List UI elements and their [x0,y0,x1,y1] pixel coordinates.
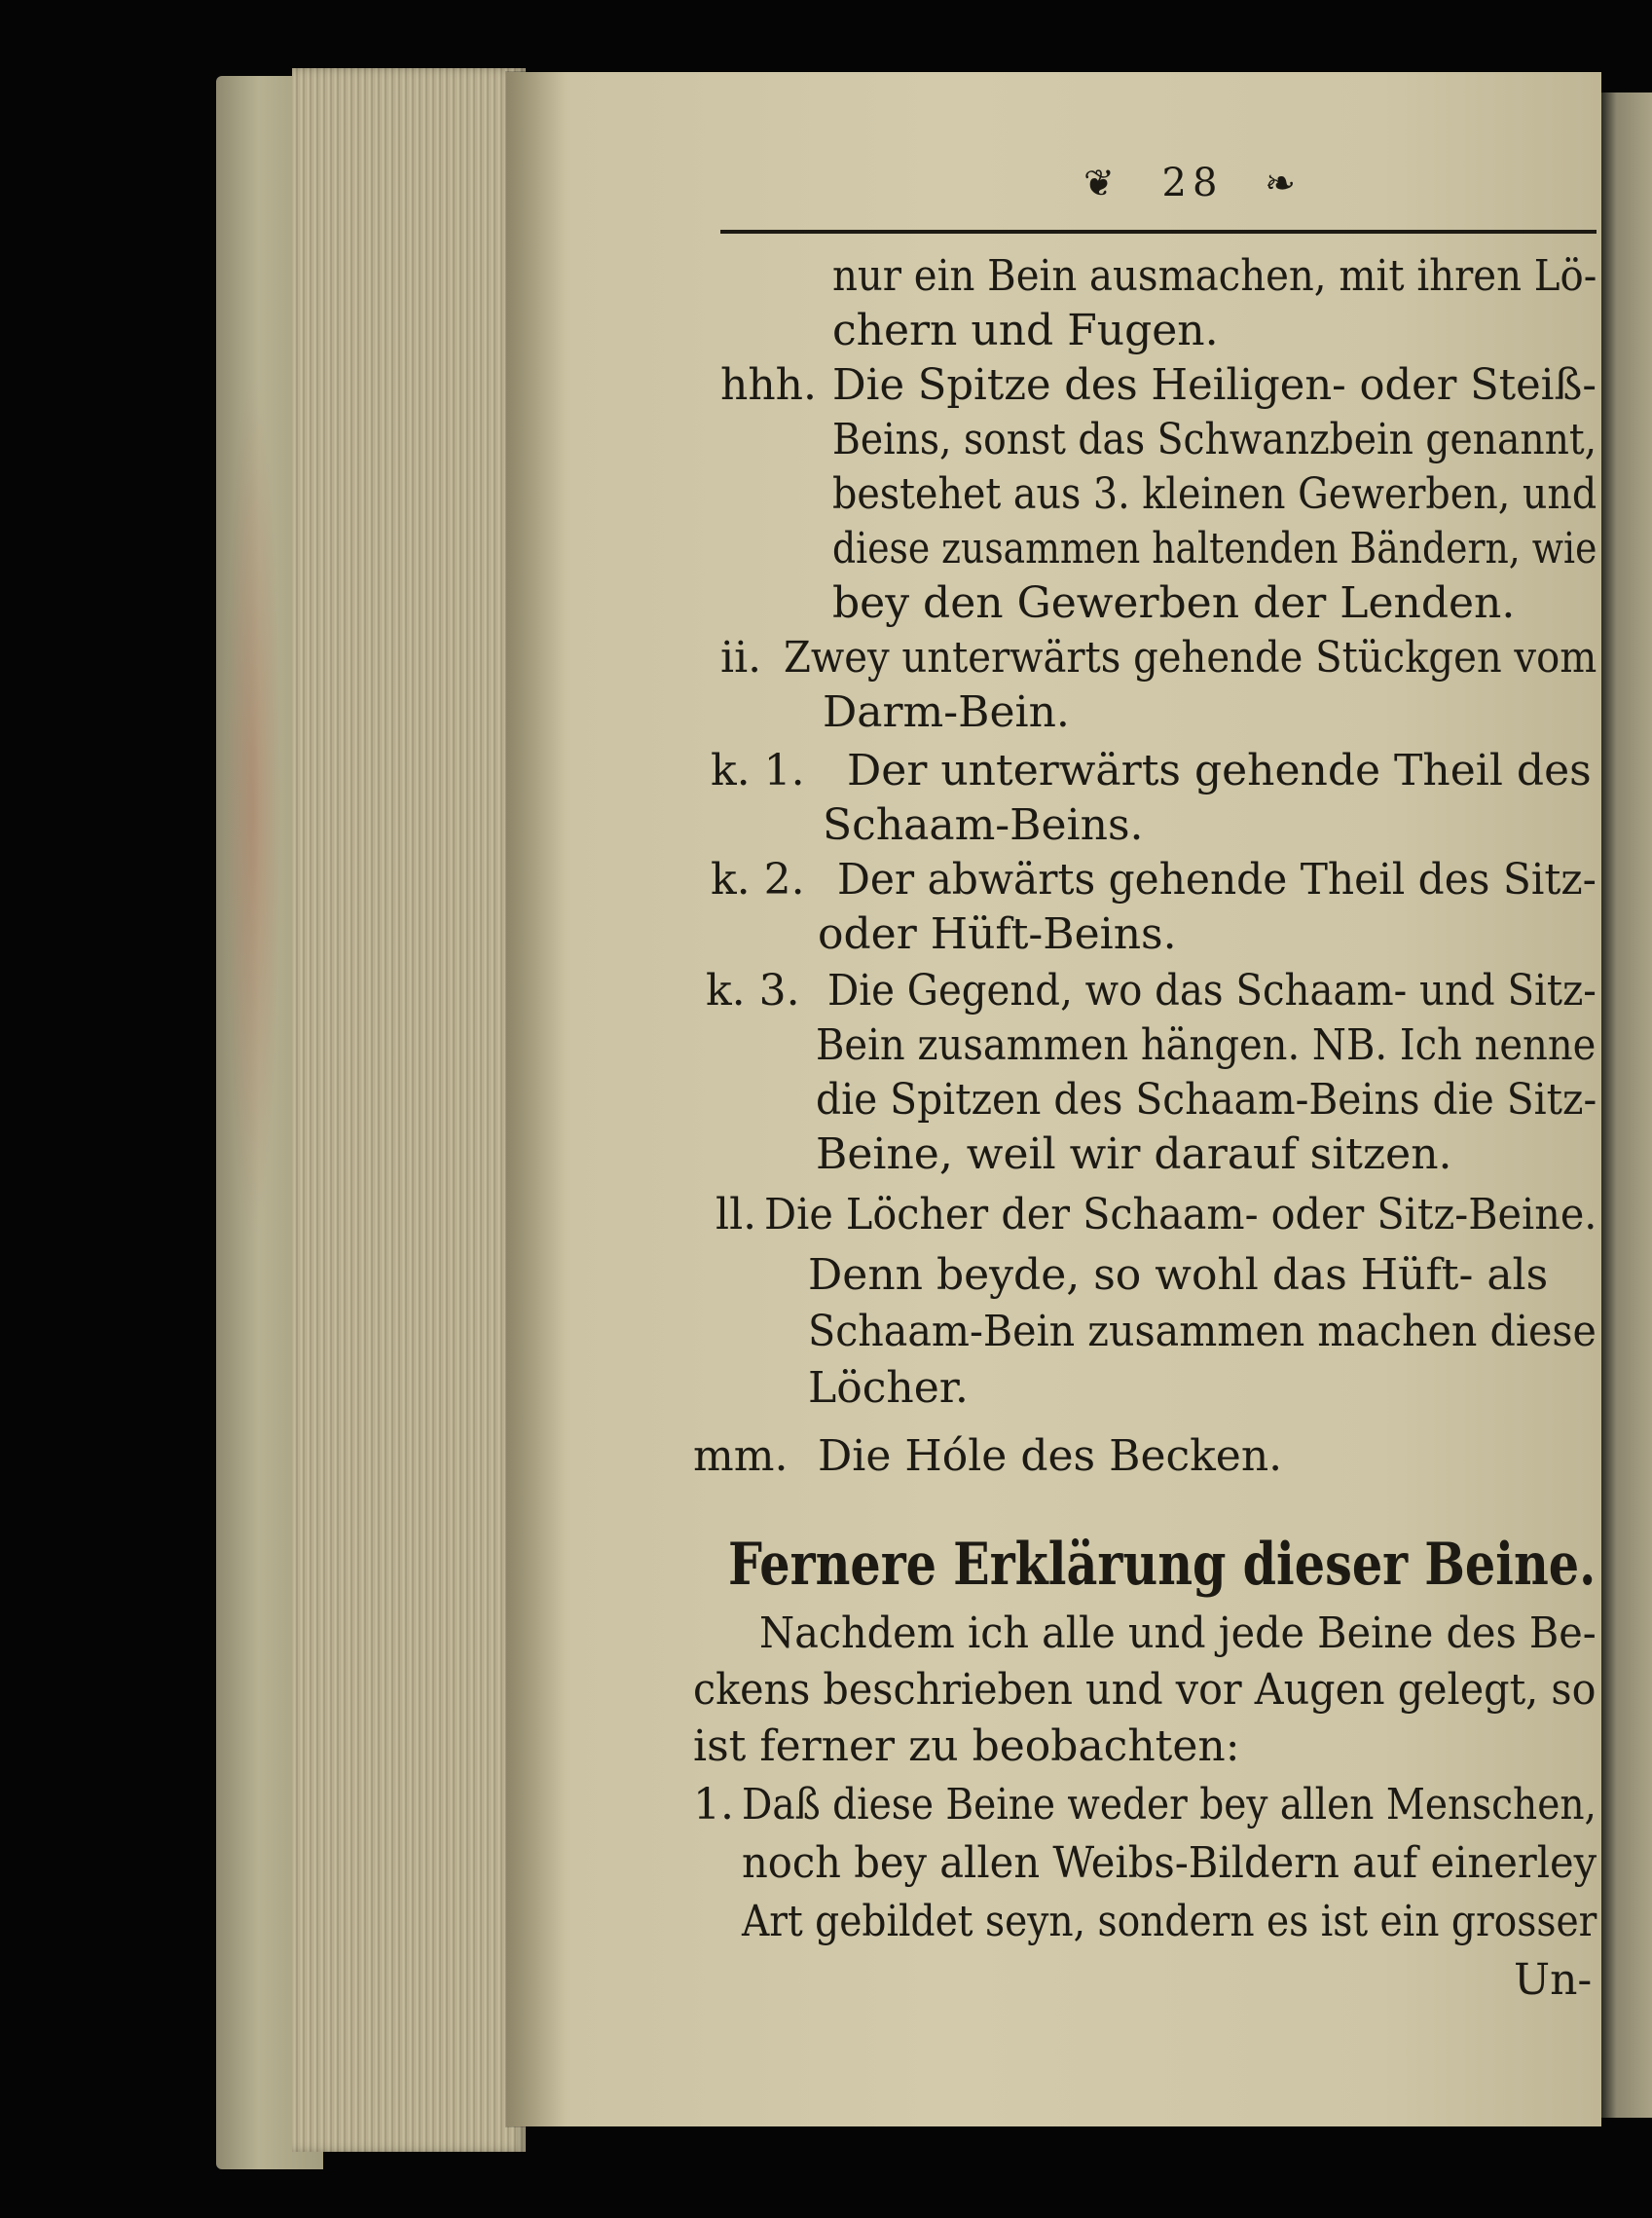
text-line: ckens beschrieben und vor Augen gelegt, so [693,1665,1597,1715]
text-line: Daß diese Beine weder bey allen Menschen, [742,1780,1597,1830]
text-line: diese zusammen haltenden Bändern, wie [832,524,1597,573]
text-line: Beine, weil wir darauf sitzen. [816,1129,1452,1179]
text-line: chern und Fugen. [832,306,1219,355]
text-line: Die Spitze des Heiligen- oder Steiß- [832,360,1597,410]
item-label: k. 3. [706,966,800,1016]
text-line: Die Gegend, wo das Schaam- und Sitz- [827,966,1597,1016]
text-line: noch bey allen Weibs-Bildern auf einerley [742,1838,1597,1888]
text-line: Die Löcher der Schaam- oder Sitz-Beine. [764,1190,1597,1239]
text-line: Nachdem ich alle und jede Beine des Be- [759,1608,1597,1658]
text-line: Beins, sonst das Schwanzbein genannt, [832,415,1597,464]
item-label: 1. [693,1780,734,1830]
text-line: Darm-Bein. [823,687,1070,737]
text-line: bey den Gewerben der Lenden. [832,578,1516,628]
text-line: Der abwärts gehende Theil des Sitz- [837,855,1597,905]
page-number: 28 [1161,161,1224,205]
text-line: Zwey unterwärts gehende Stückgen vom [784,633,1597,683]
text-line: Schaam-Beins. [823,800,1144,850]
item-label: mm. [693,1431,789,1481]
text-line: Denn beyde, so wohl das Hüft- als [808,1250,1549,1300]
text-line: oder Hüft-Beins. [818,909,1177,959]
item-label: k. 1. [711,746,805,795]
ornament-left-icon: ❦ [1083,162,1120,204]
text-line: nur ein Bein ausmachen, mit ihren Lö- [832,251,1597,301]
item-label: ii. [720,633,762,683]
text-line: bestehet aus 3. kleinen Gewerben, und [832,469,1597,519]
text-line: Bein zusammen hängen. NB. Ich nenne [816,1020,1597,1070]
item-label: ll. [716,1190,757,1239]
text-line: Schaam-Bein zusammen machen diese [808,1307,1597,1356]
text-line: ist ferner zu beobachten: [693,1721,1240,1771]
item-label: hhh. [720,360,817,410]
item-label: k. 2. [711,855,805,905]
header-rule [720,230,1597,234]
catchword: Un- [1514,1955,1593,2005]
text-line: Die Hóle des Becken. [818,1431,1283,1481]
text-line: Der unterwärts gehende Theil des [847,746,1592,795]
text-line: Art gebildet seyn, sondern es ist ein grosser [742,1897,1597,1946]
section-heading: Fernere Erklärung dieser Beine. [728,1531,1597,1599]
running-header [973,161,1412,205]
text-line: die Spitzen des Schaam-Beins die Sitz- [816,1075,1597,1125]
text-line: Löcher. [808,1363,969,1413]
ornament-right-icon: ❧ [1265,162,1303,204]
